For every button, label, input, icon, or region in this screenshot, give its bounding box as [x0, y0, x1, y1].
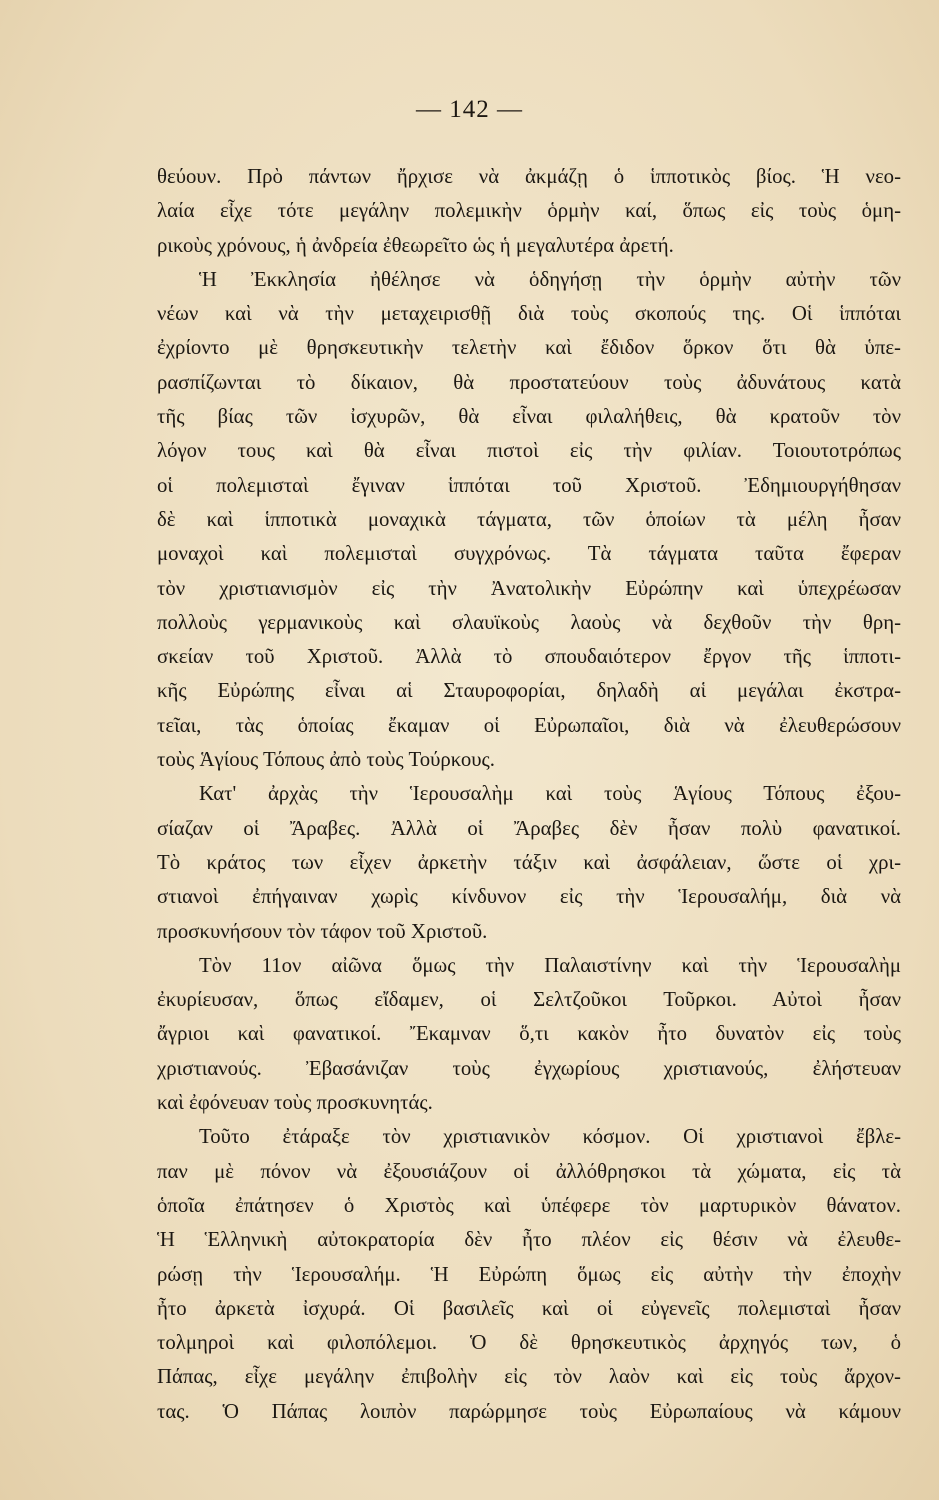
text-line: θεύουν. Πρὸ πάντων ἤρχισε νὰ ἀκμάζῃ ὁ ἱπποτικὸς βίος. Ἡ νεο-: [157, 165, 901, 188]
text-line: Τὸν 11ον αἰῶνα ὅμως τὴν Παλαιστίνην καὶ τὴν Ἱερουσαλὴμ: [199, 953, 901, 977]
text-line: ἐχρίοντο μὲ θρησκευτικὴν τελετὴν καὶ ἔδιδον ὅρκον ὅτι θὰ ὑπε-: [157, 336, 901, 360]
text-line: ἦτο ἀρκετὰ ἰσχυρά. Οἱ βασιλεῖς καὶ οἱ εὐγενεῖς πολεμισταὶ ἦσαν: [157, 1296, 901, 1320]
text-line: ἐκυρίευσαν, ὅπως εἴδαμεν, οἱ Σελτζοῦκοι Τοῦρκοι. Αὐτοὶ ἦσαν: [157, 988, 901, 1012]
text-line: λαία εἶχε τότε μεγάλην πολεμικὴν ὁρμὴν καί, ὅπως εἰς τοὺς ὁμη-: [157, 199, 901, 223]
text-line: Τὸ κράτος των εἶχεν ἀρκετὴν τάξιν καὶ ἀσφάλειαν, ὥστε οἱ χρι-: [157, 850, 901, 874]
text-line: νέων καὶ νὰ τὴν μεταχειρισθῇ διὰ τοὺς σκοπούς της. Οἱ ἱππόται: [157, 302, 901, 326]
text-line: προσκυνήσουν τὸν τάφον τοῦ Χριστοῦ.: [157, 919, 488, 943]
text-line: χριστιανούς. Ἐβασάνιζαν τοὺς ἐγχωρίους χριστιανούς, ἐλήστευαν: [157, 1056, 901, 1080]
text-line: τῆς βίας τῶν ἰσχυρῶν, θὰ εἶναι φιλαλήθεις, θὰ κρατοῦν τὸν: [157, 405, 901, 429]
text-line: Πάπας, εἶχε μεγάλην ἐπιβολὴν εἰς τὸν λαὸν καὶ εἰς τοὺς ἄρχον-: [157, 1365, 901, 1389]
text-line: κῆς Εὐρώπης εἶναι αἱ Σταυροφορίαι, δηλαδὴ αἱ μεγάλαι ἐκστρα-: [157, 679, 901, 703]
text-line: οἱ πολεμισταὶ ἔγιναν ἱππόται τοῦ Χριστοῦ. Ἐδημιουργήθησαν: [157, 473, 901, 497]
text-line: Ἡ Ἐκκλησία ἠθέλησε νὰ ὁδηγήσῃ τὴν ὁρμὴν αὐτὴν τῶν: [199, 267, 901, 291]
text-line: τεῖαι, τὰς ὁποίας ἔκαμαν οἱ Εὐρωπαῖοι, διὰ νὰ ἐλευθερώσουν: [157, 713, 901, 737]
page-number: — 142 —: [416, 96, 523, 123]
text-line: Ἡ Ἑλληνικὴ αὐτοκρατορία δὲν ἦτο πλέον εἰς θέσιν νὰ ἐλευθε-: [157, 1228, 901, 1252]
text-line: Τοῦτο ἐτάραξε τὸν χριστιανικὸν κόσμον. Οἱ χριστιανοὶ ἔβλε-: [199, 1125, 901, 1149]
text-line: δὲ καὶ ἱπποτικὰ μοναχικὰ τάγματα, τῶν ὁποίων τὰ μέλη ἦσαν: [157, 507, 901, 531]
text-line: σκείαν τοῦ Χριστοῦ. Ἀλλὰ τὸ σπουδαιότερον ἔργον τῆς ἱπποτι-: [157, 645, 901, 669]
text-line: ὁποῖα ἐπάτησεν ὁ Χριστὸς καὶ ὑπέφερε τὸν μαρτυρικὸν θάνατον.: [157, 1193, 901, 1217]
body-text: [157, 160, 901, 1429]
text-line: λόγον τους καὶ θὰ εἶναι πιστοὶ εἰς τὴν φιλίαν. Τοιουτοτρόπως: [157, 439, 901, 463]
text-line: τας. Ὁ Πάπας λοιπὸν παρώρμησε τοὺς Εὐρωπαίους νὰ κάμουν: [157, 1399, 901, 1423]
text-line: παν μὲ πόνον νὰ ἐξουσιάζουν οἱ ἀλλόθρησκοι τὰ χώματα, εἰς τὰ: [157, 1159, 901, 1183]
text-line: τολμηροὶ καὶ φιλοπόλεμοι. Ὁ δὲ θρησκευτικὸς ἀρχηγός των, ὁ: [157, 1331, 901, 1355]
text-line: ἄγριοι καὶ φανατικοί. Ἔκαμναν ὅ,τι κακὸν ἦτο δυνατὸν εἰς τοὺς: [157, 1022, 901, 1046]
text-line: σίαζαν οἱ Ἄραβες. Ἀλλὰ οἱ Ἄραβες δὲν ἦσαν πολὺ φανατικοί.: [157, 816, 901, 840]
text-line: ρώσῃ τὴν Ἱερουσαλήμ. Ἡ Εὐρώπη ὅμως εἰς αὐτὴν τὴν ἐποχὴν: [157, 1262, 901, 1286]
text-line: Κατ' ἀρχὰς τὴν Ἱερουσαλὴμ καὶ τοὺς Ἁγίους Τόπους ἐξου-: [199, 782, 901, 806]
text-line: τοὺς Ἁγίους Τόπους ἀπὸ τοὺς Τούρκους.: [157, 748, 495, 772]
text-line: στιανοὶ ἐπήγαιναν χωρὶς κίνδυνον εἰς τὴν Ἱερουσαλήμ, διὰ νὰ: [157, 885, 901, 909]
text-line: πολλοὺς γερμανικοὺς καὶ σλαυϊκοὺς λαοὺς νὰ δεχθοῦν τὴν θρη-: [157, 610, 901, 634]
text-line: τὸν χριστιανισμὸν εἰς τὴν Ἀνατολικὴν Εὐρώπην καὶ ὑπεχρέωσαν: [157, 576, 901, 600]
text-line: ρασπίζωνται τὸ δίκαιον, θὰ προστατεύουν τοὺς ἀδυνάτους κατὰ: [157, 370, 901, 394]
text-line: καὶ ἐφόνευαν τοὺς προσκυνητάς.: [157, 1091, 433, 1115]
text-line: ρικοὺς χρόνους, ἡ ἀνδρεία ἐθεωρεῖτο ὡς ἡ μεγαλυτέρα ἀρετή.: [157, 233, 674, 257]
text-line: μοναχοὶ καὶ πολεμισταὶ συγχρόνως. Τὰ τάγματα ταῦτα ἔφεραν: [157, 542, 901, 566]
